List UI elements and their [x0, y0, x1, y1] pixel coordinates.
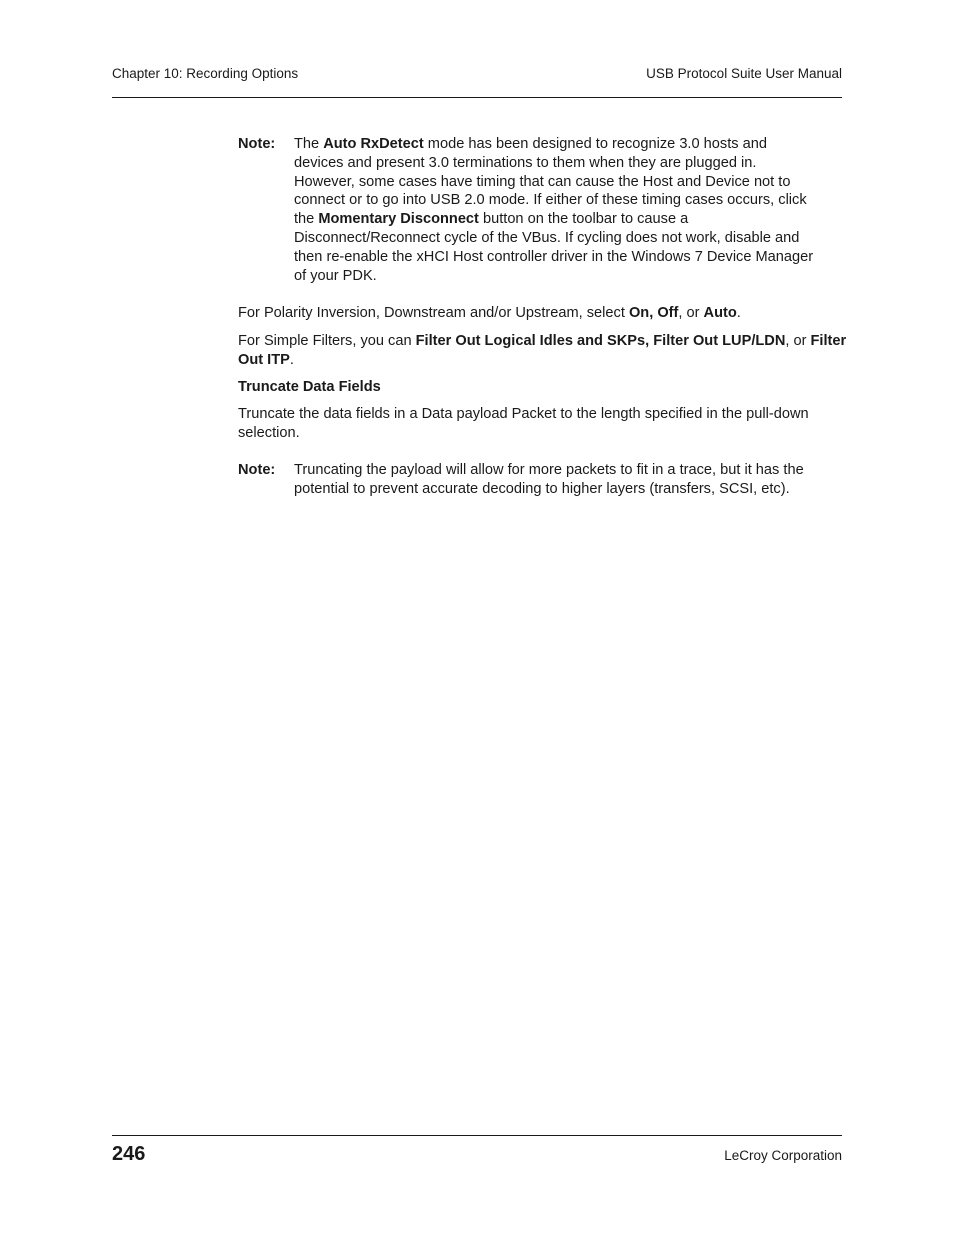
header-divider	[112, 97, 842, 98]
note-auto-rxdetect	[238, 135, 848, 285]
note-text: The Auto RxDetect mode has been designed to recognize 3.0 hosts and devices and present 3.0 terminations to them when they are plugged in. However, some cases have timing that can cause the Host and Device not to connect or to go into USB 2.0 mode. If either of these timing cases occurs, click the Momentary Disconnect button on the toolbar to cause a Disconnect/Reconnect cycle of the VBus. If cycling does not work, disable and then re-enable the xHCI Host controller driver in the Windows 7 Device Manager of your PDK.	[294, 136, 814, 284]
running-header-chapter: Chapter 10: Recording Options	[112, 66, 299, 81]
note-text: Truncating the payload will allow for more packets to fit in a trace, but it has the potential to prevent accurate decoding to higher layers (transfers, SCSI, etc).	[294, 462, 804, 497]
truncate-paragraph: Truncate the data fields in a Data payload Packet to the length specified in the pull-down selection.	[238, 406, 809, 441]
note-truncating	[238, 461, 848, 499]
section-heading-truncate: Truncate Data Fields	[238, 379, 381, 395]
filters-paragraph: For Simple Filters, you can Filter Out Logical Idles and SKPs, Filter Out LUP/LDN, or Filter Out ITP.	[238, 333, 847, 368]
footer-divider	[112, 1135, 842, 1136]
running-header-title: USB Protocol Suite User Manual	[646, 66, 842, 81]
footer-company: LeCroy Corporation	[724, 1148, 842, 1163]
page-number: 246	[112, 1143, 146, 1165]
term-momentary-disconnect: Momentary Disconnect	[318, 211, 479, 228]
note-label: Note:	[238, 136, 276, 152]
polarity-paragraph: For Polarity Inversion, Downstream and/or Upstream, select On, Off, or Auto.	[238, 305, 741, 321]
term-auto-rxdetect: Auto RxDetect	[323, 136, 424, 152]
note-label: Note:	[238, 462, 276, 478]
